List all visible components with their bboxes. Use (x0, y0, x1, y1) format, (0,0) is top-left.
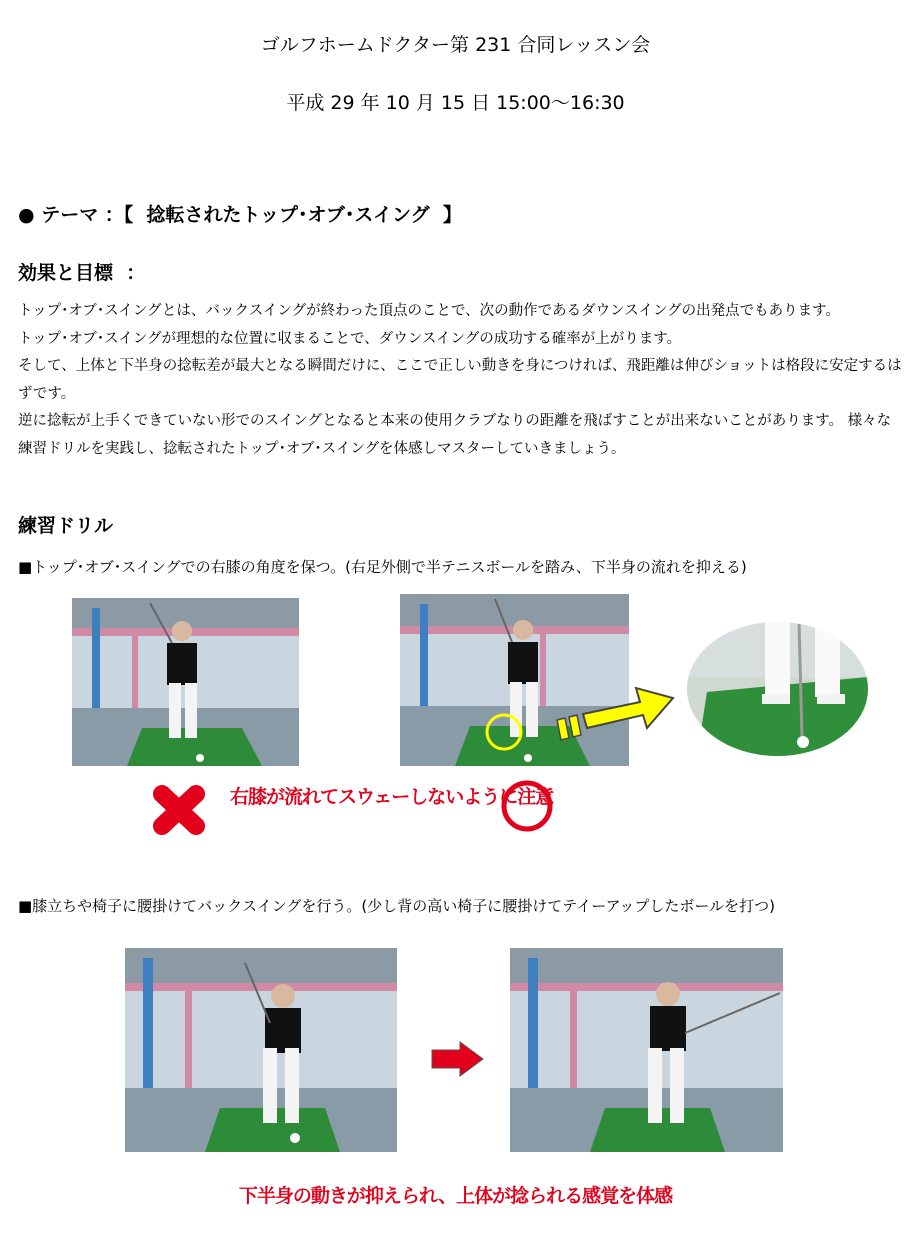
lesson-date: 平成 29 年 10 月 15 日 15:00〜16:30 (286, 92, 625, 114)
red-arrow-icon (430, 1040, 485, 1078)
effect-paragraph: 逆に捻転が上手くできていない形でのスイングとなると本来の使用クラブなりの距離を飛ばすことが出来ないことがあります。 様々な練習ドリルを実践し、捻転されたトップ･オブ･スイングを体感しマスターしていきましょう。 (18, 413, 892, 457)
correct-circle-icon (500, 779, 554, 833)
theme-heading: ● テーマ ：【 捻転されたトップ･オブ･スイング 】 (18, 204, 462, 226)
photo-seated-backswing-start (125, 948, 397, 1152)
photo-bad-sway (72, 598, 299, 766)
effect-paragraph: トップ･オブ･スイングが理想的な位置に収まることで、ダウンスイングの成功する確率が上がります。 (18, 330, 682, 347)
effect-body (18, 298, 903, 463)
photo-seated-backswing-top (510, 948, 783, 1152)
photo-closeup-feet (687, 622, 868, 756)
effect-paragraph: トップ･オブ･スイングとは、バックスイングが終わった頂点のことで、次の動作であるダウンスイングの出発点でもあります。 (18, 303, 840, 319)
effect-heading: 効果と目標 ： (18, 262, 146, 284)
effect-paragraph: そして、上体と下半身の捻転差が最大となる瞬間だけに、ここで正しい動きを身につければ、飛距離は伸びショットは格段に安定するはずです。 (18, 358, 902, 402)
drill1-description: ■トップ･オブ･スイングでの右膝の角度を保つ。(右足外側で半テニスボールを踏み、下半身の流れを抑える) (18, 558, 747, 576)
yellow-arrow-icon (555, 682, 675, 742)
drill2-description: ■膝立ちや椅子に腰掛けてバックスイングを行う。(少し背の高い椅子に腰掛けてテイーアップしたボールを打つ) (18, 897, 775, 915)
wrong-x-icon (152, 784, 206, 836)
page-title: ゴルフホームドクター第 231 合同レッスン会 (260, 34, 651, 56)
caption-knee-warning: 右膝が流れてスウェーしないように注意 (230, 786, 554, 808)
drill-heading: 練習ドリル (18, 515, 114, 537)
caption-upper-body: 下半身の動きが抑えられ、上体が捻られる感覚を体感 (238, 1185, 673, 1207)
